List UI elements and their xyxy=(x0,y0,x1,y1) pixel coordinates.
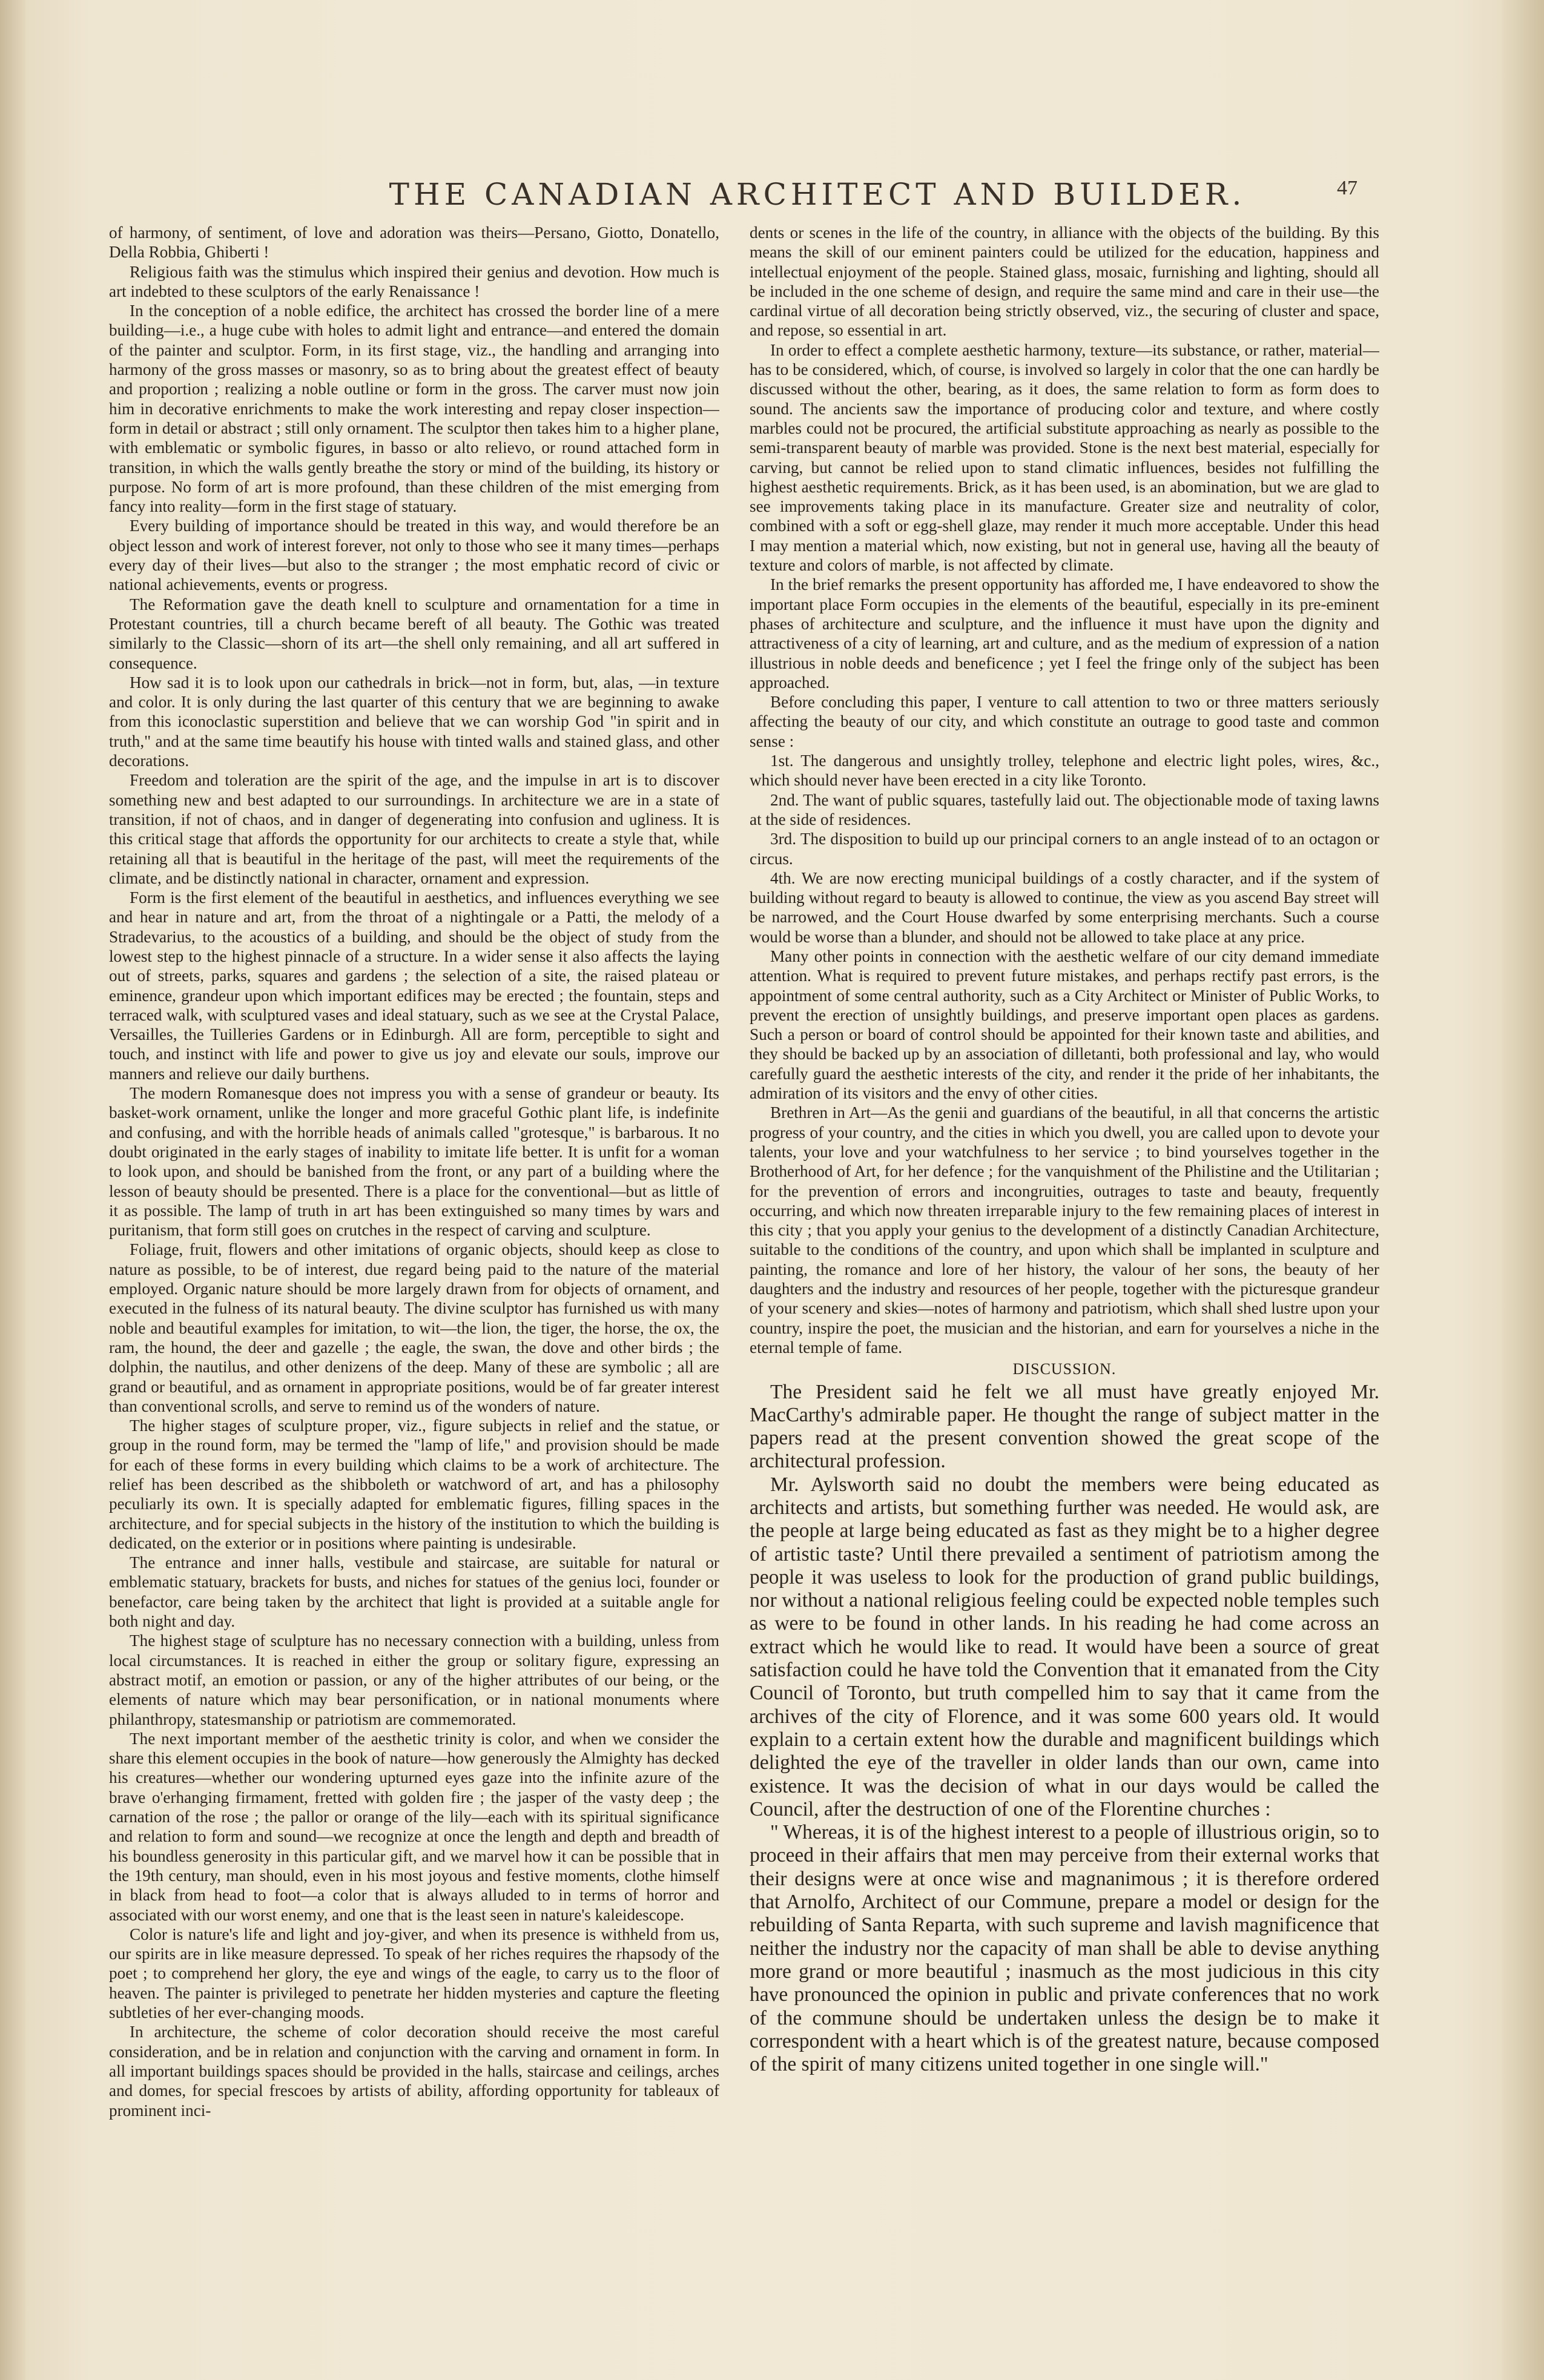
paragraph: In order to effect a complete aesthetic harmony, texture—its substance, or rather, material—has to be considered, which, of course, is involved so largely in color that the one can hardly be discussed without the other, bearing, as it does, the same relation to form as form does to sound. The ancients saw the importance of producing color and texture, and where costly marbles could not be procured, the artificial substitute approaching as nearly as possible to the semi-transparent beauty of marble was provided. Stone is the next best material, especially for carving, but cannot be relied upon to stand climatic influences, besides not fulfilling the highest aesthetic requirements. Brick, as it has been used, is an abomination, but we are glad to see improvements taking place in its manufacture. Greater size and neutrality of color, combined with a soft or egg-shell glaze, may render it much more acceptable. Under this head I may mention a material which, now existing, but not in general use, having all the beauty of texture and colors of marble, is not affected by climate. xyxy=(750,340,1379,575)
paragraph: Mr. Aylsworth said no doubt the members were being educated as architects and artists, but something further was needed. He would ask, are the people at large being educated as fast as they might be to a higher degree of artistic taste? Until there prevailed a sentiment of patriotism among the people it was useless to look for the production of grand public buildings, nor without a national religious feeling could be expected noble temples such as were to be found in other lands. In his reading he had come across an extract which he would like to read. It would have been a source of great satisfaction could he have told the Convention that it emanated from the City Council of Toronto, but truth compelled him to say that it came from the archives of the city of Florence, and it was some 600 years old. It would explain to a certain extent how the durable and magnificent buildings which delighted the eye of the traveller in older lands than our own, came into existence. It was the decision of what in our days would be called the Council, after the destruction of one of the Florentine churches : xyxy=(750,1473,1379,1820)
discussion-heading: DISCUSSION. xyxy=(1012,1360,1117,1378)
page-right-edge xyxy=(1502,0,1544,2380)
paragraph: The President said he felt we all must have greatly enjoyed Mr. MacCarthy's admirable paper. He thought the range of subject matter in the papers read at the present convention showed the great scope of the architectural profession. xyxy=(750,1380,1379,1473)
paragraph: Foliage, fruit, flowers and other imitations of organic objects, should keep as close to nature as possible, to be of interest, due regard being paid to the nature of the material employed. Organic nature should be more largely drawn from for objects of ornament, and executed in the fulness of its natural beauty. The divine sculptor has furnished us with many noble and beautiful examples for imitation, to wit—the lion, the tiger, the horse, the ox, the ram, the hound, the deer and gazelle ; the eagle, the swan, the dove and other birds ; the dolphin, the nautilus, and other denizens of the deep. Many of these are symbolic ; all are grand or beautiful, and as ornament in appropriate positions, would be of far greater interest than conventional scrolls, and serve to remind us of the wonders of nature. xyxy=(109,1240,719,1415)
left-column xyxy=(109,223,719,2312)
paragraph: of harmony, of sentiment, of love and adoration was theirs—Persano, Giotto, Donatello, Della Robbia, Ghiberti ! xyxy=(109,223,719,262)
paragraph: The higher stages of sculpture proper, viz., figure subjects in relief and the statue, or group in the round form, may be termed the "lamp of life," and provision should be made for each of these forms in every building which claims to be a work of architecture. The relief has been described as the shibboleth or watchword of art, and has a philosophy peculiarly its own. It is specially adapted for emblematic figures, filling spaces in the architecture, and for special subjects in the history of the institution to which the building is dedicated, on the exterior or in positions where painting is undesirable. xyxy=(109,1416,719,1552)
paragraph: Every building of importance should be treated in this way, and would therefore be an object lesson and work of interest forever, not only to those who see it many times—perhaps every day of their lives—but also to the stranger ; the most emphatic record of civic or national achievements, events or progress. xyxy=(109,517,719,594)
paragraph: The entrance and inner halls, vestibule and staircase, are suitable for natural or emblematic statuary, brackets for busts, and niches for statues of the genius loci, founder or benefactor, care being taken by the architect that light is provided at a suitable angle for both night and day. xyxy=(109,1553,719,1631)
paragraph: The Reformation gave the death knell to sculpture and ornamentation for a time in Protestant countries, till a church became bereft of all beauty. The Gothic was treated similarly to the Classic—shorn of its art—the shell only remaining, and all art suffered in consequence. xyxy=(109,595,719,672)
florentine-quote xyxy=(750,1821,1379,2076)
paragraph: The next important member of the aesthetic trinity is color, and when we consider the share this element occupies in the book of nature—how generously the Almighty has decked his creatures—whether our wondering upturned eyes gaze into the infinite azure of the brave o'erhanging firmament, fretted with golden fire ; the jasper of the vasty deep ; the carnation of the rose ; the pallor or orange of the lily—each with its spiritual significance and relation to form and sound—we recognize at once the length and depth and breadth of his boundless generosity in this particular gift, and we marvel how it can be possible that in the 19th century, man should, even in his most joyous and festive moments, clothe himself in black from head to foot—a color that is always alluded to in terms of horror and associated with our worst enemy, and one that is the least seen in nature's kaleidescope. xyxy=(109,1729,719,1924)
paragraph: Many other points in connection with the aesthetic welfare of our city demand immediate attention. What is required to prevent future mistakes, and perhaps rectify past errors, is the appointment of some central authority, such as a City Architect or Minister of Public Works, to prevent the erection of unsightly buildings, and preserve important open places as gardens. Such a person or board of control should be appointed for their known taste and abilities, and they should be backed up by an association of dilletanti, both professional and lay, who would carefully guard the aesthetic interests of the city, and render it the pride of her inhabitants, the admiration of its visitors and the envy of other cities. xyxy=(750,947,1379,1103)
paragraph: The modern Romanesque does not impress you with a sense of grandeur or beauty. Its basket-work ornament, unlike the longer and more graceful Gothic plant life, is indefinite and confusing, and with the horrible heads of animals called "grotesque," is barbarous. It no doubt originated in the early stages of inability to imitate life better. It is unfit for a woman to look upon, and should be banished from the front, or any part of a building where the lesson of beauty should be presented. There is a place for the conventional—but as little of it as possible. The lamp of truth in art has been extinguished so many times by wars and puritanism, that form still goes on crutches in the respect of carving and sculpture. xyxy=(109,1084,719,1240)
paragraph: The highest stage of sculpture has no necessary connection with a building, unless from local circumstances. It is reached in either the group or solitary figure, expressing an abstract motif, an emotion or passion, or any of the higher attributes of our being, or the elements of nature which may bear personification, or in national monuments where philanthropy, statesmanship or patriotism are commemorated. xyxy=(109,1631,719,1728)
discussion-body xyxy=(750,1381,1379,1822)
right-column xyxy=(750,223,1379,2312)
paragraph: 3rd. The disposition to build up our principal corners to an angle instead of to an octagon or circus. xyxy=(750,830,1379,868)
paragraph: 1st. The dangerous and unsightly trolley, telephone and electric light poles, wires, &c., which should never have been erected in a city like Toronto. xyxy=(750,752,1379,790)
paragraph: Religious faith was the stimulus which inspired their genius and devotion. How much is art indebted to these sculptors of the early Renaissance ! xyxy=(109,262,719,300)
paragraph: 4th. We are now erecting municipal buildings of a costly character, and if the system of building without regard to beauty is allowed to continue, the view as you ascend Bay street will be narrowed, and the Court House dwarfed by some enterprising merchants. Such a course would be worse than a blunder, and should not be allowed to take place at any price. xyxy=(750,868,1379,946)
paragraph: Form is the first element of the beautiful in aesthetics, and influences everything we see and hear in nature and art, from the throat of a nightingale or a Patti, the melody of a Stradevarius, to the acoustics of a building, and should be the object of study from the lowest step to the highest pinnacle of a structure. In a wider sense it also affects the laying out of streets, parks, squares and gardens ; the selection of a site, the raised plateau or eminence, grandeur upon which important edifices may be erected ; the fountain, steps and terraced walk, with sculptured vases and ideal statuary, such as we see at the Crystal Palace, Versailles, the Tuilleries Gardens or in Edinburgh. All are form, perceptible to sight and touch, and instinct with life and power to give us joy and elevate our souls, improve our manners and relieve our daily burthens. xyxy=(109,888,719,1083)
page-number: 47 xyxy=(1337,177,1358,199)
paragraph: dents or scenes in the life of the country, in alliance with the objects of the building. By this means the skill of our eminent painters could be utilized for the education, happiness and intellectual enjoyment of the people. Stained glass, mosaic, furnishing and lighting, should all be included in the one scheme of design, and require the same mind and care in their use—the cardinal virtue of all decoration being strictly observed, viz., the securing of cluster and space, and repose, so essential in art. xyxy=(750,223,1379,340)
quote-paragraph: " Whereas, it is of the highest interest to a people of illustrious origin, so to proceed in their affairs that men may perceive from their external works that their designs were at once wise and magnanimous ; it is therefore ordered that Arnolfo, Architect of our Commune, prepare a model or design for the rebuilding of Santa Reparta, with such supreme and lavish magnificence that neither the industry nor the capacity of man shall be able to devise anything more grand or more beautiful ; inasmuch as the most judicious in this city have pronounced the opinion in public and private conferences that no work of the commune should be undertaken unless the design be to make it correspondent with a heart which is of the greatest nature, because composed of the spirit of many citizens united together in one single will." xyxy=(750,1821,1379,2076)
paragraph: In the conception of a noble edifice, the architect has crossed the border line of a mere building—i.e., a huge cube with holes to admit light and entrance—and entered the domain of the painter and sculptor. Form, in its first stage, viz., the handling and arranging into harmony of the gross masses or masonry, so as to bring about the greatest effect of beauty and proportion ; realizing a noble outline or form in the gross. The carver must now join him in decorative enrichments to make the work interesting and repay closer inspection—form in detail or abstract ; still only ornament. The sculptor then takes him to a higher plane, with emblematic or symbolic figures, in basso or alto relievo, or round attached form in transition, in which the walls gently breathe the story or mind of the building, its history or purpose. No form of art is more profound, than these children of the mist emerging from fancy into reality—form in the first stage of statuary. xyxy=(109,302,719,516)
paragraph: Before concluding this paper, I venture to call attention to two or three matters seriously affecting the beauty of our city, and which constitute an outrage to good taste and common sense : xyxy=(750,693,1379,750)
page-left-edge xyxy=(0,0,25,2380)
paragraph: 2nd. The want of public squares, tastefully laid out. The objectionable mode of taxing lawns at the side of residences. xyxy=(750,790,1379,828)
running-title: THE CANADIAN ARCHITECT AND BUILDER. xyxy=(389,177,1246,212)
paragraph: Brethren in Art—As the genii and guardians of the beautiful, in all that concerns the artistic progress of your country, and the cities in which you dwell, you are called upon to devote your talents, your love and your watchfulness to her service ; to bind yourselves together in the Brotherhood of Art, for her defence ; for the vanquishment of the Philistine and the Utilitarian ; for the prevention of errors and incongruities, outrages to taste and beauty, frequently occurring, and which now threaten irreparable injury to the few remaining places of interest in this city ; that you apply your genius to the development of a distinctly Canadian Architecture, suitable to the conditions of the country, and upon which shall be implanted in sculpture and painting, the romance and lore of her history, the valour of her sons, the beauty of her daughters and the industry and resources of her people, together with the picturesque grandeur of your scenery and skies—notes of harmony and patriotism, which shall shed lustre upon your country, inspire the poet, the musician and the historian, and earn for yourselves a niche in the eternal temple of fame. xyxy=(750,1103,1379,1357)
paragraph: In architecture, the scheme of color decoration should receive the most careful consideration, and be in relation and conjunction with the carving and ornament in form. In all important buildings spaces should be provided in the halls, staircase and ceilings, arches and domes, for special frescoes by artists of ability, affording opportunity for tableaux of prominent inci- xyxy=(109,2023,719,2120)
paragraph: How sad it is to look upon our cathedrals in brick—not in form, but, alas, —in texture and color. It is only during the last quarter of this century that we are beginning to awake from this iconoclastic superstition and believe that we can worship God "in spirit and in truth," and at the same time beautify his house with tinted walls and stained glass, and other decorations. xyxy=(109,673,719,770)
paragraph: In the brief remarks the present opportunity has afforded me, I have endeavored to show the important place Form occupies in the elements of the beautiful, especially in its pre-eminent phases of architecture and sculpture, and the influence it must have upon the dignity and attractiveness of a city of learning, art and culture, and as the medium of expression of a nation illustrious in noble deeds and beneficence ; yet I feel the fringe only of the subject has been approached. xyxy=(750,575,1379,692)
paragraph: Color is nature's life and light and joy-giver, and when its presence is withheld from us, our spirits are in like measure depressed. To speak of her riches requires the rhapsody of the poet ; to comprehend her glory, the eye and wings of the eagle, to carry us to the floor of heaven. The painter is privileged to penetrate her hidden mysteries and capture the fleeting subtleties of her ever-changing moods. xyxy=(109,1925,719,2022)
paragraph: Freedom and toleration are the spirit of the age, and the impulse in art is to discover something new and best adapted to our surroundings. In architecture we are in a state of transition, if not of chaos, and in danger of degenerating into confusion and ugliness. It is this critical stage that affords the opportunity for our architects to create a style that, while retaining all that is beautiful in the heritage of the past, will meet the requirements of the climate, and be distinctly national in character, ornament and expression. xyxy=(109,771,719,887)
